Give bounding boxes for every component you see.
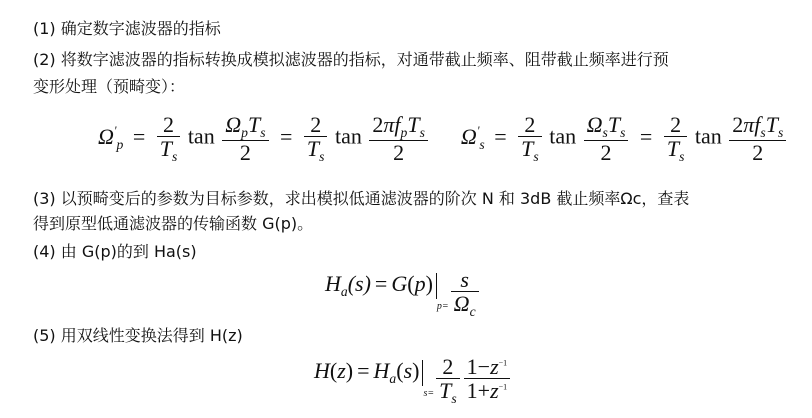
step-3-line-2: 得到原型低通滤波器的传输函数 G(p)。: [33, 214, 314, 233]
hz-equation: $H(z) = H_a(s)s=$ $\frac{2}{T_s}$ $\frac{1-z^{-1}}{1+z^{-1}}$: [314, 355, 512, 406]
step-3-line-1: (3) 以预畸变后的参数为目标参数，求出模拟低通滤波器的阶次 N 和 3dB 截止频率Ωc，查表: [33, 189, 690, 208]
ha-equation: $H_a(s) = G(p)p=$ $\frac{s}{\Omega_c}$: [325, 268, 481, 319]
prewarp-equation: $\Omega'_p$ = $\frac{2}{T_s}$ tan $\frac{\Omega_pT_s}{2}$ = $\frac{2}{T_s}$ tan $\frac{2\pi f_pT_s}{2}$ $\Omega'_s$ = $\frac{2}{T_s}$ tan $\frac{\Omega_sT_s}{2}$ = $\frac{2}{T_s}$ tan $\frac{2\pi f_sT_s}{2}$: [98, 113, 788, 164]
step-4: (4) 由 G(p)的到 Ha(s): [33, 242, 197, 261]
step-1: (1) 确定数字滤波器的指标: [33, 19, 221, 38]
step-2-line-2: 变形处理（预畸变）：: [33, 77, 186, 96]
step-5: (5) 用双线性变换法得到 H(z): [33, 326, 243, 345]
step-2-line-1: (2) 将数字滤波器的指标转换成模拟滤波器的指标，对通带截止频率、阻带截止频率进行预: [33, 50, 669, 69]
